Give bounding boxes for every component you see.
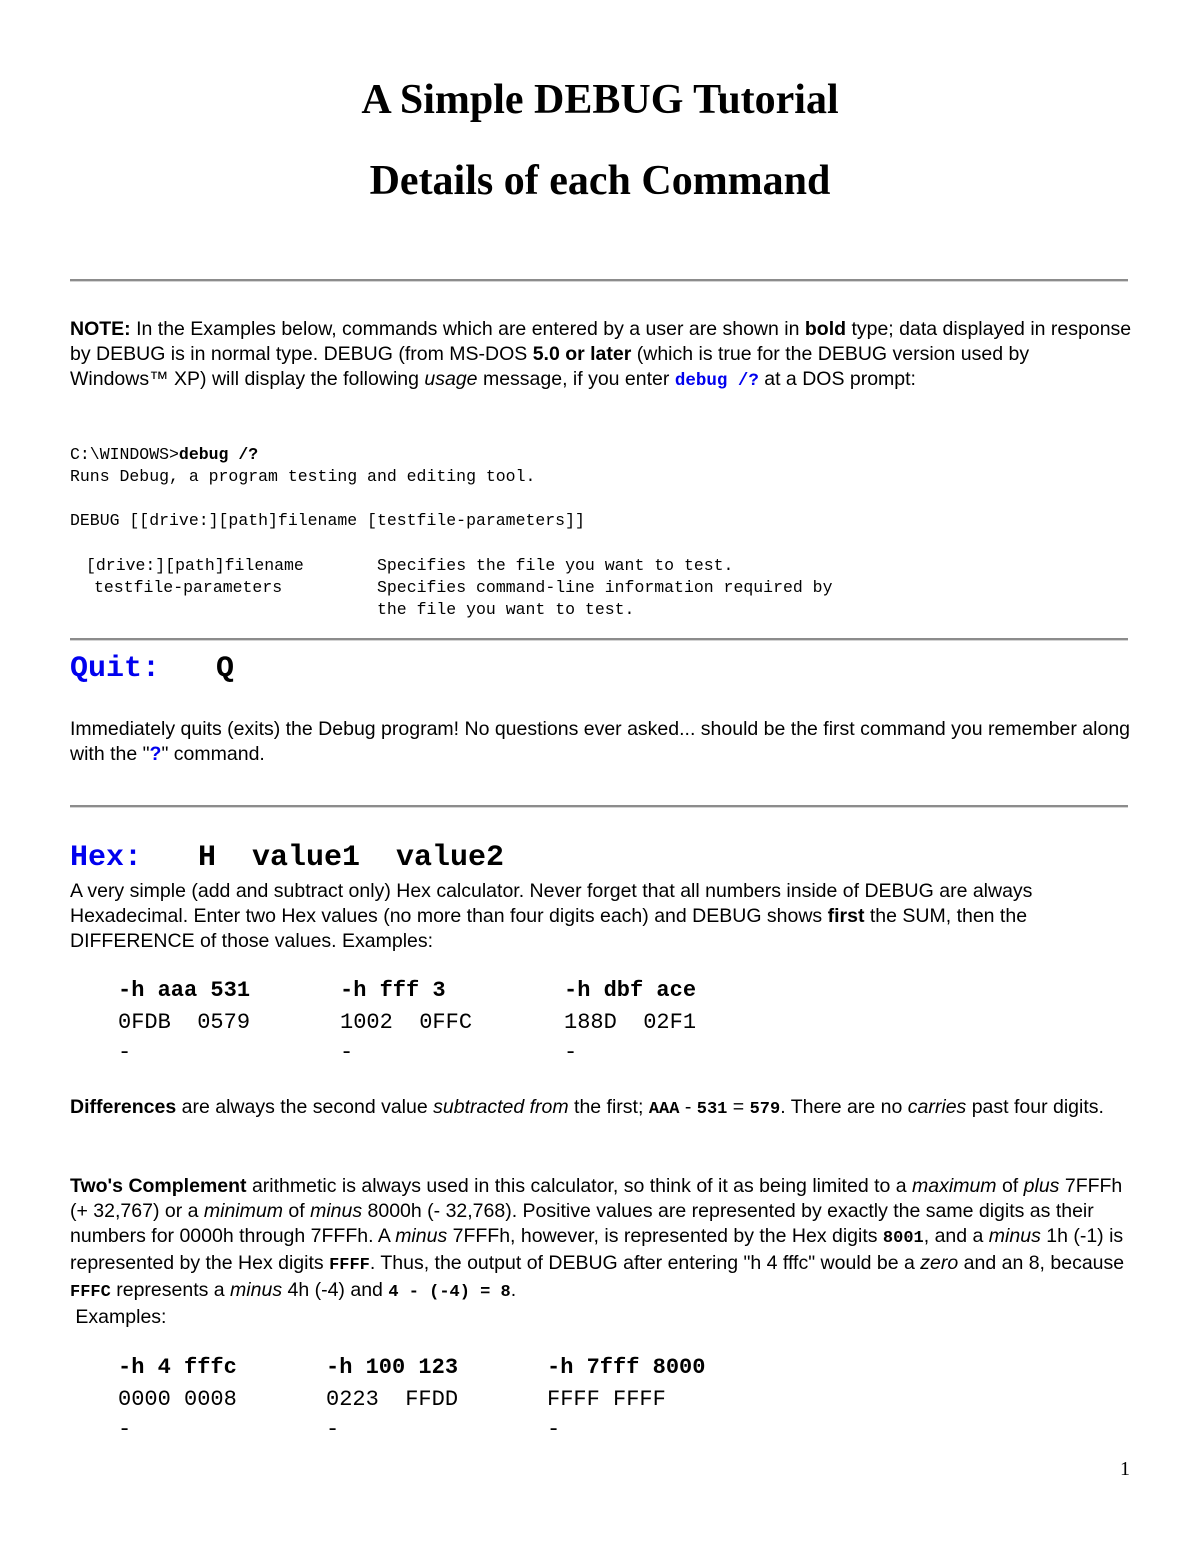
twos-text: . Thus, the output of DEBUG after entering "h 4 fffc" would be a — [369, 1252, 921, 1274]
example-result: 0FDB 0579 — [118, 1010, 251, 1035]
note-text: message, if you enter — [477, 368, 675, 390]
twos-examples-label: Examples: — [75, 1306, 167, 1328]
example-prompt: - — [118, 1417, 132, 1442]
usage-desc: the file you want to test. — [377, 600, 635, 619]
differences-aaa: AAA — [648, 1100, 680, 1119]
differences-minus: - — [679, 1096, 697, 1118]
twos-text: represents a — [110, 1279, 231, 1301]
twos-plus: plus — [1023, 1175, 1060, 1197]
twos-minimum: minimum — [203, 1200, 283, 1222]
twos-complement-paragraph — [70, 1174, 1132, 1330]
twos-text: . — [510, 1279, 517, 1301]
usage-desc: Specifies the file you want to test. — [377, 556, 734, 575]
quit-syntax: Q — [216, 652, 235, 686]
differences-text: . There are no — [780, 1096, 908, 1118]
differences-label: Differences — [70, 1096, 177, 1118]
divider — [70, 638, 1128, 641]
example-result: FFFF FFFF — [547, 1387, 666, 1412]
example-command: -h 100 123 — [326, 1355, 459, 1380]
twos-label: Two's Complement — [70, 1175, 247, 1197]
quit-heading: Quit: — [70, 652, 161, 686]
note-usage: usage — [424, 368, 478, 390]
hex-first: first — [827, 905, 865, 927]
example-prompt: - — [326, 1417, 340, 1442]
note-bold-word: bold — [804, 318, 847, 340]
example-prompt: - — [564, 1040, 578, 1065]
page-title: A Simple DEBUG Tutorial — [361, 77, 839, 123]
usage-prompt: C:\WINDOWS> — [70, 445, 179, 464]
twos-text: , and a — [923, 1225, 989, 1247]
note-text: type; data displayed in response by DEBUG is in normal type. DEBUG (from MS-DOS — [70, 318, 1132, 365]
usage-param: testfile-parameters — [94, 578, 283, 597]
quit-text: Immediately quits (exits) the Debug program! No questions ever asked... should be the first command you remember along with the " — [70, 718, 1131, 765]
twos-text: and an 8, because — [958, 1252, 1125, 1274]
quit-paragraph — [70, 717, 1132, 767]
note-text: (which is true for the DEBUG version used by Windows™ XP) will display the following — [70, 343, 1030, 390]
example-prompt: - — [118, 1040, 132, 1065]
example-command: -h dbf ace — [564, 978, 697, 1003]
note-command: debug /? — [674, 371, 759, 391]
hex-text: the SUM, then the DIFFERENCE of those values. Examples: — [70, 905, 1028, 952]
usage-line: Runs Debug, a program testing and editing tool. — [70, 467, 536, 486]
twos-minus: minus — [310, 1200, 363, 1222]
twos-digits-fffc: FFFC — [70, 1283, 111, 1302]
differences-carries: carries — [907, 1096, 967, 1118]
example-command: -h fff 3 — [340, 978, 446, 1003]
hex-paragraph — [70, 879, 1132, 954]
differences-subtracted: subtracted from — [433, 1096, 569, 1118]
usage-prompt-command: debug /? — [178, 445, 259, 464]
note-paragraph — [70, 317, 1132, 394]
differences-text: past four digits. — [966, 1096, 1104, 1118]
usage-prompt-line — [70, 444, 258, 466]
twos-minus: minus — [230, 1279, 283, 1301]
usage-syntax-line: DEBUG [[drive:][path]filename [testfile-parameters]] — [70, 511, 585, 530]
twos-digits-ffff: FFFF — [329, 1256, 370, 1275]
hex-text: A very simple (add and subtract only) Hex calculator. Never forget that all numbers inside of DEBUG are always Hexadecimal. Enter two Hex values (no more than four digits each) and DEBUG shows — [70, 880, 1033, 927]
differences-equals: = — [727, 1096, 750, 1118]
hex-heading: Hex: — [70, 841, 143, 875]
twos-text: 7FFFh, however, is represented by the Hex digits — [447, 1225, 883, 1247]
example-result: 0223 FFDD — [326, 1387, 459, 1412]
twos-minus: minus — [395, 1225, 448, 1247]
twos-zero: zero — [920, 1252, 959, 1274]
example-command: -h 7fff 8000 — [547, 1355, 706, 1380]
twos-digits-8001: 8001 — [882, 1229, 924, 1248]
example-prompt: - — [340, 1040, 354, 1065]
twos-expression: 4 - (-4) = 8 — [388, 1283, 511, 1302]
differences-text: are always the second value — [176, 1096, 434, 1118]
example-command: -h aaa 531 — [118, 978, 251, 1003]
differences-531: 531 — [696, 1100, 728, 1119]
example-result: 188D 02F1 — [564, 1010, 697, 1035]
note-text: at a DOS prompt: — [764, 368, 916, 390]
twos-minus: minus — [988, 1225, 1041, 1247]
page-subtitle: Details of each Command — [369, 158, 831, 204]
page-number: 1 — [1120, 1458, 1130, 1480]
twos-text: of — [996, 1175, 1024, 1197]
example-command: -h 4 fffc — [118, 1355, 237, 1380]
usage-desc: Specifies command-line information required by — [377, 578, 833, 597]
differences-579: 579 — [749, 1100, 781, 1119]
example-prompt: - — [547, 1417, 561, 1442]
note-version: 5.0 or later — [532, 343, 632, 365]
divider — [70, 805, 1128, 808]
differences-text: the first; — [568, 1096, 649, 1118]
twos-text: arithmetic is always used in this calculator, so think of it as being limited to a — [246, 1175, 913, 1197]
hex-syntax: H value1 value2 — [198, 841, 505, 875]
twos-maximum: maximum — [912, 1175, 997, 1197]
twos-text: 4h (-4) and — [282, 1279, 389, 1301]
quit-text: " command. — [161, 743, 265, 765]
example-result: 0000 0008 — [118, 1387, 237, 1412]
twos-text: of — [282, 1200, 311, 1222]
twos-text: 7FFFh (+ 32,767) or a — [70, 1175, 1123, 1222]
divider — [70, 279, 1128, 282]
twos-text: 8000h (- 32,768). Positive values are represented by exactly the same digits as their numbers for 0000h through 7FFFh. A — [70, 1200, 1094, 1247]
quit-question-mark: ? — [149, 743, 162, 765]
twos-text: 1h (-1) is represented by the Hex digits — [70, 1225, 1124, 1274]
differences-paragraph — [70, 1095, 1132, 1122]
example-result: 1002 0FFC — [340, 1010, 473, 1035]
usage-param: [drive:][path]filename — [86, 556, 304, 575]
note-text: In the Examples below, commands which are entered by a user are shown in — [130, 318, 805, 340]
note-label: NOTE: — [70, 318, 131, 340]
